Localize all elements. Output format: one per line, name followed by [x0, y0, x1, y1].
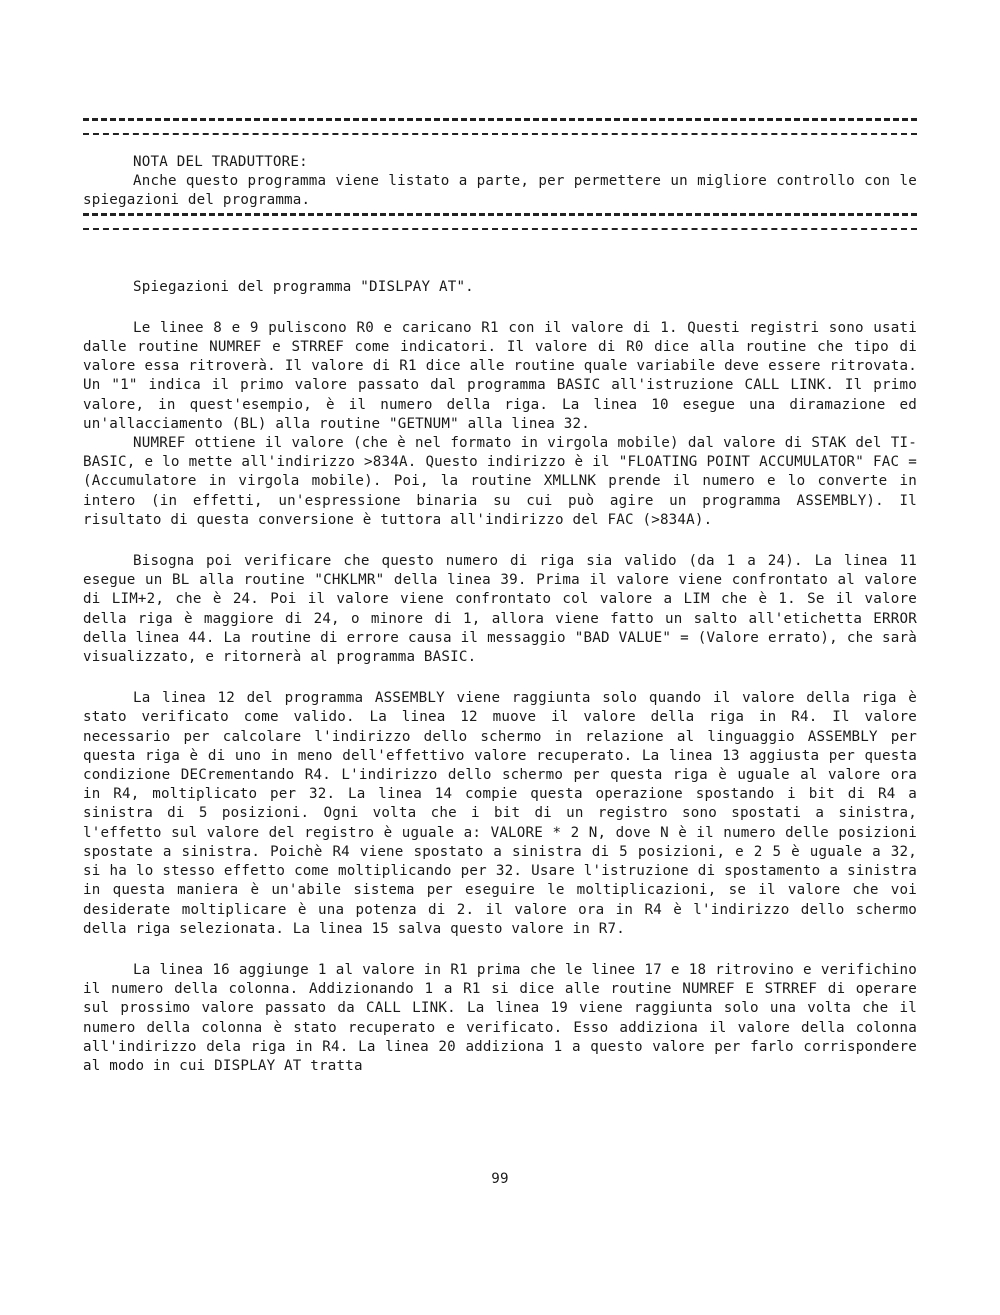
paragraph-4: La linea 12 del programma ASSEMBLY viene raggiunta solo quando il valore della riga è stato verificato come valido. La linea 12 muove il valore della riga in R4. Il valore necessario per calcolare l'indirizzo dello schermo in relazione al linguaggio ASSEMBLY per questa riga è di uno in meno dell'effettivo valore recuperato. La linea 13 aggiusta per questa condizione DECrementando R4. L'indirizzo dello schermo per questa riga è uguale al valore ora in R4, moltiplicato per 32. La linea 14 compie questa operazione spostando i bit di R4 a sinistra di 5 posizioni. Ogni volta che i bit di un registro sono spostati a sinistra, l'effetto sul valore del registro è uguale a: VALORE * 2 N, dove N è il numero delle posizioni spostate a sinistra. Poichè R4 viene spostato a sinistra di 5 posizioni, e 2 5 è uguale a 32, si ha lo stesso effetto come moltiplicando per 32. Usare l'istruzione di spostamento a sinistra in questa maniera è un'abile sistema per eseguire le moltiplicazioni, se il valore che voi desiderate moltiplicare è una potenza di 2. il valore ora in R4 è l'indirizzo dello schermo della riga selezionata. La linea 15 salva questo valore in R7.	[83, 690, 917, 937]
paragraph-1: Le linee 8 e 9 puliscono R0 e caricano R1 con il valore di 1. Questi registri sono usati dalle routine NUMREF e STRREF come indicatori. Il valore di R0 dice alla routine che tipo di valore essa ritroverà. Il valore di R1 dice alle routine quale variabile deve essere ritrovata. Un "1" indica il primo valore passato dal programma BASIC all'istruzione CALL LINK. Il primo valore, in quest'esempio, è il numero della riga. La linea 10 esegue una diramazione ed un'allacciamento (BL) alla routine "GETNUM" alla linea 32.	[83, 319, 917, 432]
page-number: 99	[491, 1171, 509, 1187]
translator-note-body: Anche questo programma viene listato a parte, per permettere un migliore controllo con le spiegazioni del programma.	[83, 173, 917, 209]
section-heading: Spiegazioni del programma "DISLPAY AT".	[133, 278, 474, 295]
paragraph-5: La linea 16 aggiunge 1 al valore in R1 prima che le linee 17 e 18 ritrovino e verifichino il numero della colonna. Addizionando 1 a R1 si dice alle routine NUMREF E STRREF di operare sul prossimo valore passato da CALL LINK. La linea 19 viene raggiunta solo una volta che il numero della colonna è stato recuperato e verificato. Esso addiziona il valore della colonna all'indirizzo dela riga in R4. La linea 20 addiziona 1 a questo valore per farlo corrispondere al modo in cui DISPLAY AT tratta	[83, 961, 917, 1074]
translator-note-title: NOTA DEL TRADUTTORE:	[133, 154, 308, 170]
page-content	[83, 118, 917, 1076]
paragraph-2: NUMREF ottiene il valore (che è nel formato in virgola mobile) dal valore di STAK del TI-BASIC, e lo mette all'indirizzo >834A. Questo indirizzo è il "FLOATING POINT ACCUMULATOR" FAC = (Accumulatore in virgola mobile). Poi, la routine XMLLNK prende il numero e lo converte in intero (in effetti, un'espressione binaria su cui può agire un programma ASSEMBLY). Il risultato di questa conversione è tuttora all'indirizzo del FAC (>834A).	[83, 435, 917, 528]
note-bottom-rule	[83, 213, 917, 230]
note-top-rule	[83, 118, 917, 135]
paragraph-3: Bisogna poi verificare che questo numero di riga sia valido (da 1 a 24). La linea 11 esegue un BL alla routine "CHKLMR" della linea 39. Prima il valore viene confrontato al valore di LIM+2, che è 24. Poi il valore viene confrontato col valore a LIM che è 1. Se il valore della riga è maggiore di 24, o minore di 1, allora viene fatto un salto all'etichetta ERROR della linea 44. La routine di errore causa il messaggio "BAD VALUE" = (Valore errato), che sarà visualizzato, e ritornerà al programma BASIC.	[83, 553, 917, 666]
